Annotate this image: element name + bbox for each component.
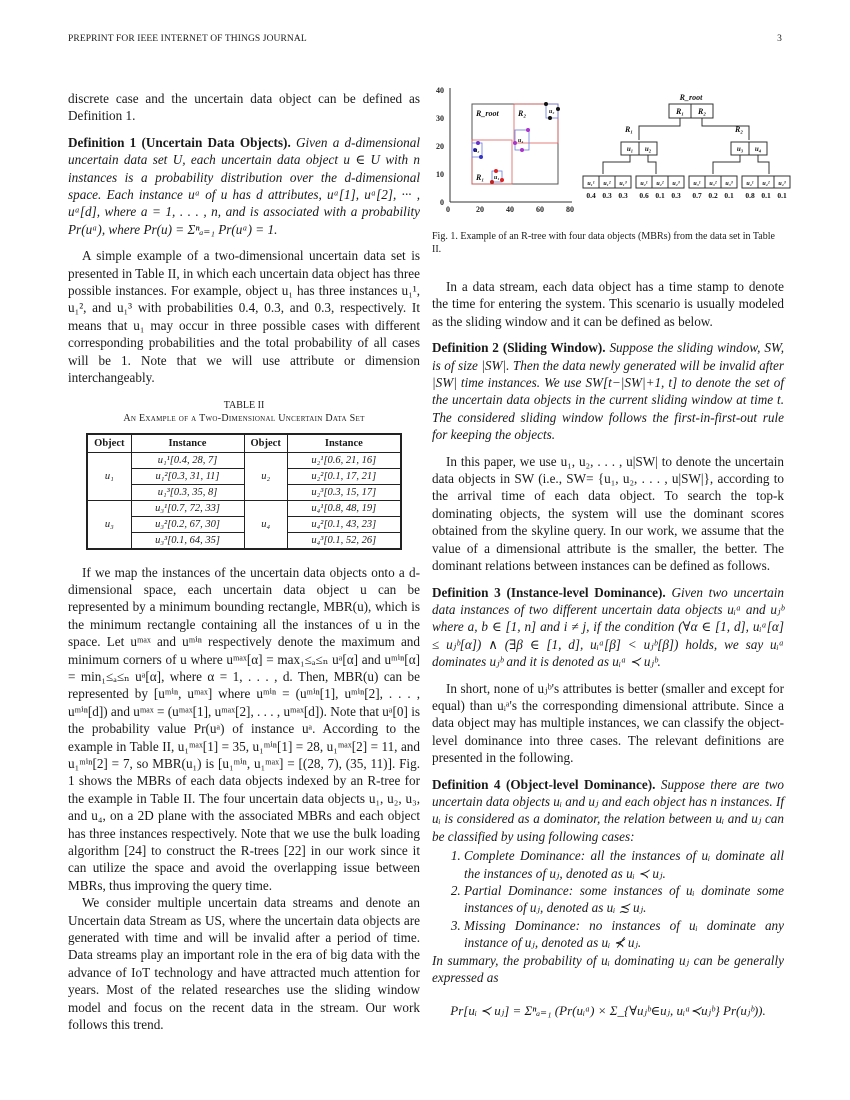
svg-text:u₂²: u₂² (656, 181, 664, 187)
definition-4 (432, 776, 784, 846)
svg-text:0: 0 (440, 198, 444, 207)
svg-text:R₁: R₁ (476, 173, 485, 182)
right-column (432, 86, 787, 1020)
svg-text:u₄¹: u₄¹ (746, 181, 754, 187)
paragraph-example: A simple example of a two-dimensional uncertain data set is presented in Table II, in which each uncertain data object has three possible instances. For example, object u₁ has three instances u₁¹, u₁², and u₁³ with probabilities 0.4, 0.3, and 0.3, respectively. It means that u₁ may occur in three possible cases with different corresponding probabilities and the total probability of all cases will be 1. Note that we will use attribute or dimension interchangeably. (68, 248, 420, 386)
svg-text:R₁: R₁ (624, 125, 634, 134)
svg-text:u₁: u₁ (494, 175, 500, 181)
table-caption (68, 399, 420, 425)
mbr-plot (432, 84, 582, 214)
col-header: Object (87, 434, 131, 453)
svg-text:10: 10 (436, 170, 444, 179)
figure-caption: Fig. 1. Example of an R-tree with four data objects (MBRs) from the data set in Table II. (432, 231, 775, 255)
svg-text:40: 40 (436, 86, 444, 95)
journal-title: PREPRINT FOR IEEE INTERNET OF THINGS JOURNAL (68, 34, 307, 44)
paragraph-streams: We consider multiple uncertain data streams and denote an Uncertain data Stream as US, where the uncertain data objects are generated with time and will be invalid after a period of time. Data streams play an important role in the era of big data with the advance of IoT technology and have attracted much attention for years. Most of the related researches use the sliding window model and focus on the recent data in the stream. Our work follows this trend. (68, 895, 420, 1033)
paragraph-short: In short, none of uⱼᵇ's attributes is better (smaller and except for equal) than uᵢᵃ's the corresponding dimensional attribute. Since a data object may has multiple instances, we can classify the object-level dominance into three cases. The relevant definitions are presented in the following. (432, 680, 784, 766)
col-header: Object (244, 434, 287, 453)
svg-text:u₂: u₂ (474, 148, 480, 154)
running-header (68, 34, 782, 44)
instance-cell: u₄¹[0.8, 48, 19] (287, 500, 401, 516)
table-label: TABLE II (223, 399, 265, 411)
svg-text:0.1: 0.1 (655, 191, 665, 200)
svg-text:u₂¹: u₂¹ (640, 181, 648, 187)
svg-text:30: 30 (436, 114, 444, 123)
svg-text:0.3: 0.3 (602, 191, 612, 200)
paragraph-mbr: If we map the instances of the uncertain data objects onto a d-dimensional space, each uncertain data object u can be represented by a minimum bounding rectangle, MBR(u), which is the minimum rectangle containing all the instances of u in the space. Let uᵐᵃˣ and uᵐⁱⁿ respectively denote the maximum and minimum corners of u where uᵐᵃˣ[α] = max₁≤ₐ≤ₙ uᵃ[α] and uᵐⁱⁿ[α] = min₁≤ₐ≤ₙ uᵃ[α], where α = 1, . . . , d. Then, MBR(u) can be represented by [uᵐⁱⁿ, uᵐᵃˣ] where uᵐⁱⁿ = (uᵐⁱⁿ[1], uᵐⁱⁿ[2], . . . , uᵐⁱⁿ[d]) and uᵐᵃˣ = (uᵐᵃˣ[1], uᵐᵃˣ[2], . . . , uᵐᵃˣ[d]). Note that uᵃ[0] is the probability value Pr(uᵃ) of instance uᵃ. According to the example in Table II, u₁ᵐᵃˣ[1] = 35, u₁ᵐⁱⁿ[1] = 28, u₁ᵐᵃˣ[2] = 11, and u₁ᵐⁱⁿ[2] = 7, so MBR(u₁) is [u₁ᵐⁱⁿ, u₁ᵐᵃˣ] = [(28, 7), (35, 11)]. Fig. 1 shows the MBRs of each data objects indexed by an R-tree for the example in Table II. The four uncertain data objects u₁, u₂, u₃, and u₄, on a 2D plane with the associated MBRs and each object has three instances respectively. Note that we use the bulk loading algorithm [24] to construct the R-trees [22] in our work since it can utilize the space and avoid the overlapping issue between MBRs, thus improving the query time. (68, 564, 420, 893)
list-item: 3. Missing Dominance: no instances of uᵢ dominate any instance of uⱼ, denoted as uᵢ ⊀ uⱼ. (464, 917, 784, 952)
def2-body: Suppose the sliding window, SW, is of size |SW|. Then the data newly generated will be invalid after |SW| time instances. We use SW[t−|SW|+1, t] to denote the set of the uncertain data objects in the current sliding window at time t. The considered sliding window follows the first-in-first-out rule for keeping the objects. (432, 340, 785, 443)
svg-text:u₃³: u₃³ (725, 181, 733, 187)
svg-text:0.1: 0.1 (724, 191, 734, 200)
table-ii (86, 433, 402, 550)
svg-text:u₄: u₄ (754, 145, 762, 153)
dominance-cases-list (432, 847, 784, 951)
svg-text:u₃: u₃ (549, 109, 555, 115)
svg-text:0.4: 0.4 (586, 191, 596, 200)
svg-text:u₃¹: u₃¹ (693, 181, 701, 187)
instance-cell: u₂¹[0.6, 21, 16] (287, 452, 401, 468)
svg-text:0.6: 0.6 (639, 191, 649, 200)
table-title: An Example of a Two-Dimensional Uncertain Data Set (123, 412, 365, 424)
definition-1 (68, 134, 420, 238)
svg-text:0.1: 0.1 (761, 191, 771, 200)
table-header-row (87, 434, 401, 453)
svg-text:0: 0 (446, 205, 450, 214)
svg-text:u₁²: u₁² (603, 181, 611, 187)
def3-title: (Instance-level Dominance). (506, 584, 666, 600)
paragraph-paper: In this paper, we use u₁, u₂, . . . , u|SW| to denote the uncertain data objects in SW (i.e., SW= {u₁, u₂, . . . , u|SW|}, according to the arrival time of each data object. To search the top-k dominating objects, the system will use the dominant scores obtained from the skyline query. In our work, we assume that the value of a dimensional attribute is the smaller, the better. The dominant relations between instances can be defined as follows. (432, 453, 784, 574)
summary-text: In summary, the probability of uᵢ dominating uⱼ can be generally expressed as (432, 952, 784, 986)
object-cell: u₃ (87, 500, 131, 549)
svg-text:u₃²: u₃² (709, 181, 717, 187)
svg-text:u₂: u₂ (644, 145, 652, 153)
svg-text:u₂³: u₂³ (672, 181, 680, 187)
svg-text:80: 80 (566, 205, 574, 214)
svg-text:0.3: 0.3 (671, 191, 681, 200)
instance-cell: u₁¹[0.4, 28, 7] (131, 452, 244, 468)
col-header: Instance (131, 434, 244, 453)
svg-text:0.3: 0.3 (618, 191, 628, 200)
dominance-equation: Pr[uᵢ ≺ uⱼ] = Σⁿₐ₌₁ (Pr(uᵢᵃ) × Σ_{∀uⱼᵇ∈uⱼ, uᵢᵃ≺uⱼᵇ} Pr(uⱼᵇ)). (450, 1003, 766, 1019)
svg-text:0.7: 0.7 (692, 191, 702, 200)
object-cell: u₂ (244, 452, 287, 500)
instance-cell: u₁²[0.3, 31, 11] (131, 468, 244, 484)
svg-text:R₂: R₂ (697, 107, 707, 116)
def3-body: Given two uncertain data instances of two different uncertain data objects uᵢᵃ and uⱼᵇ where a, b ∈ [1, n] and i ≠ j, if the condition (∀α ∈ [1, d], uᵢᵃ[α] ≤ uⱼᵇ[α]) ∧ (∃β ∈ [1, d], uᵢᵃ[β] < uⱼᵇ[β]) holds, we say uᵢᵃ dominates uⱼᵇ and it is denoted as uᵢᵃ ≺ uⱼᵇ. (432, 584, 785, 670)
def4-title: (Object-level Dominance). (505, 776, 656, 792)
svg-text:20: 20 (436, 142, 444, 151)
def3-label: Definition 3 (432, 584, 501, 600)
page-number: 3 (777, 34, 782, 44)
list-item: 2. Partial Dominance: some instances of uᵢ dominate some instances of uⱼ, denoted as uᵢ ≾ uⱼ. (464, 882, 784, 917)
table-row (87, 452, 401, 468)
svg-text:u₄: u₄ (518, 138, 524, 144)
svg-text:u₃: u₃ (736, 145, 744, 153)
instance-cell: u₃³[0.1, 64, 35] (131, 532, 244, 549)
instance-cell: u₂²[0.1, 17, 21] (287, 468, 401, 484)
svg-text:40: 40 (506, 205, 514, 214)
object-cell: u₄ (244, 500, 287, 549)
def1-label: Definition 1 (68, 134, 137, 150)
object-cell: u₁ (87, 452, 131, 500)
list-item: 1. Complete Dominance: all the instances of uᵢ dominate all the instances of uⱼ, denoted as uᵢ ≺ uⱼ. (464, 847, 784, 882)
instance-cell: u₄²[0.1, 43, 23] (287, 516, 401, 532)
svg-text:R₁: R₁ (675, 107, 685, 116)
def4-label: Definition 4 (432, 776, 501, 792)
svg-text:R₂: R₂ (734, 125, 744, 134)
col-header: Instance (287, 434, 401, 453)
table-row (87, 500, 401, 516)
definition-3 (432, 584, 784, 671)
svg-text:u₁¹: u₁¹ (587, 181, 595, 187)
svg-text:R₂: R₂ (518, 109, 527, 118)
rtree-diagram (577, 88, 792, 203)
svg-text:R_root: R_root (679, 93, 703, 102)
svg-text:u₄³: u₄³ (778, 181, 786, 187)
def1-title: (Uncertain Data Objects). (141, 134, 291, 150)
paragraph-stream: In a data stream, each data object has a time stamp to denote the time for entering the system. This scenario is usually modeled as the sliding window and it can be defined as below. (432, 279, 784, 329)
def4-body: Suppose there are two uncertain data objects uᵢ and uⱼ and each object has n instances. If uᵢ is considered as a dominator, the relation between uᵢ and uⱼ can be classified by using following cases: (432, 776, 785, 844)
svg-text:0.8: 0.8 (745, 191, 755, 200)
instance-cell: u₁³[0.3, 35, 8] (131, 484, 244, 500)
def2-label: Definition 2 (432, 340, 499, 356)
svg-text:60: 60 (536, 205, 544, 214)
instance-cell: u₄³[0.1, 52, 26] (287, 532, 401, 549)
intro-line: discrete case and the uncertain data object can be defined as Definition 1. (68, 91, 420, 124)
instance-cell: u₃²[0.2, 67, 30] (131, 516, 244, 532)
instance-cell: u₂³[0.3, 15, 17] (287, 484, 401, 500)
left-column (68, 90, 420, 1033)
svg-text:R_root: R_root (476, 109, 499, 118)
instance-cell: u₃¹[0.7, 72, 33] (131, 500, 244, 516)
svg-text:u₄²: u₄² (762, 181, 770, 187)
figure-1 (432, 86, 787, 220)
svg-text:20: 20 (476, 205, 484, 214)
definition-2 (432, 339, 784, 443)
svg-text:0.2: 0.2 (708, 191, 718, 200)
svg-text:u₁³: u₁³ (619, 181, 627, 187)
def1-body: Given a d-dimensional uncertain data set U, each uncertain data object u ∈ U with n instances is a probability distribution over the d-dimensional space. Each instance uᵃ of u has d attributes, uᵃ[1], uᵃ[2], ··· , uᵃ[d], where a = 1, . . . , n, and is associated with a probability Pr(uᵃ), where Pr(u) = Σⁿₐ₌₁ Pr(uᵃ) = 1. (68, 134, 420, 237)
def2-title: (Sliding Window). (502, 340, 606, 356)
svg-text:0.1: 0.1 (777, 191, 787, 200)
svg-text:u₁: u₁ (626, 145, 634, 153)
